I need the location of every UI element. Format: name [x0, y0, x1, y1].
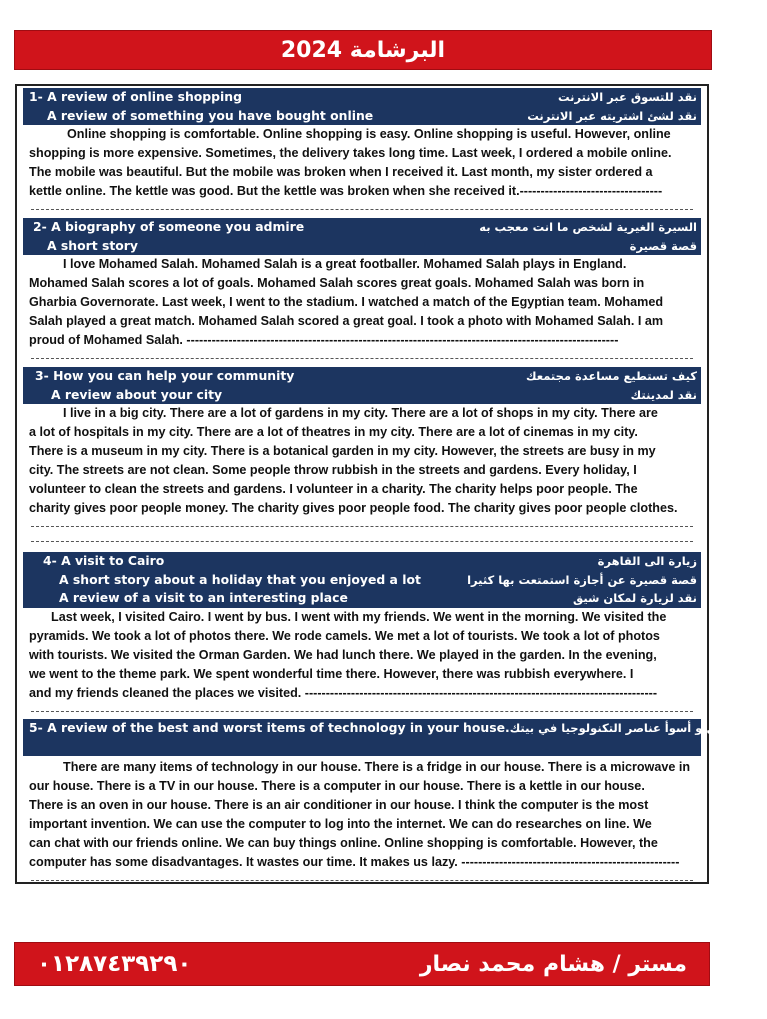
text-line: There are many items of technology in our house. There is a fridge in our house. There is a microwave in — [63, 760, 691, 774]
page-title: البرشامة 2024 — [280, 37, 446, 63]
author-name: مستر / هشام محمد نصار — [419, 951, 687, 977]
text-line: kettle online. The kettle was good. But the kettle was broken when she received it.---------------------------------- — [29, 184, 663, 198]
text-line: Online shopping is comfortable. Online shopping is easy. Online shopping is useful. However, online — [67, 127, 671, 141]
topic-ar: كيف تستطيع مساعدة مجتمعك — [526, 369, 697, 383]
text-line: can chat with our friends online. We can buy things online. Online shopping is comfortable. However, the — [29, 836, 658, 850]
topic-en: 2- A biography of someone you admire — [33, 219, 305, 234]
topic-en: 5- A review of the best and worst items of technology in your house. — [29, 720, 510, 735]
topic-ar: نقد لزيارة لمكان شيق — [573, 591, 697, 605]
text-line: I love Mohamed Salah. Mohamed Salah is a great footballer. Mohamed Salah plays in England. — [63, 257, 627, 271]
section-header — [23, 719, 767, 756]
topic-en: A short story — [47, 237, 138, 253]
text-line: There is a museum in my city. There is a botanical garden in my city. However, the streets are busy in my — [29, 444, 656, 458]
text-line: we went to the theme park. We spent wonderful time there. However, there was rubbish everywhere. I — [29, 666, 634, 681]
topic-en: 1- A review of online shopping — [29, 89, 242, 104]
section-visit-cairo — [23, 552, 701, 712]
section-online-shopping — [23, 88, 701, 210]
text-line: computer has some disadvantages. It wastes our time. It makes us lazy. ---------------------------------------------------- — [29, 855, 680, 869]
content-frame — [15, 84, 767, 884]
paragraph — [23, 756, 701, 881]
text-line: The mobile was beautiful. But the mobile was broken when I received it. Last month, my sister ordered a — [29, 165, 653, 179]
section-technology — [23, 719, 767, 881]
divider — [31, 526, 693, 527]
topic-ar: نقد لأفضل و أسوأ عناصر التكنولوجيا في بيتك — [509, 721, 767, 735]
section-biography — [23, 218, 701, 359]
topic-ar: نقد لمدينتك — [630, 387, 697, 402]
divider — [31, 880, 693, 881]
topic-ar: السيرة الغيرية لشخص ما انت معجب به — [479, 220, 697, 234]
topic-en: A review of a visit to an interesting place — [59, 590, 348, 605]
topic-ar: قصة قصيرة — [629, 238, 697, 253]
topic-en: A review about your city — [51, 386, 223, 402]
title-banner — [14, 30, 712, 70]
text-line: There is an oven in our house. There is an air conditioner in our house. I think the computer is the most — [29, 798, 649, 812]
section-header — [23, 88, 701, 125]
text-line: Last week, I visited Cairo. I went by bus. I went with my friends. We went in the morning. We visited the — [51, 609, 667, 624]
footer-banner — [14, 942, 710, 986]
divider — [31, 711, 693, 712]
section-header — [23, 367, 701, 404]
topic-en: 3- How you can help your community — [35, 368, 295, 383]
text-line: and my friends cleaned the places we visited. ------------------------------------------------------------------------------------ — [29, 685, 658, 700]
topic-ar: زيارة الى القاهرة — [597, 554, 697, 568]
text-line: a lot of hospitals in my city. There are a lot of theatres in my city. There are a lot of cinemas in my city. — [29, 425, 638, 439]
text-line: with tourists. We visited the Orman Garden. We had lunch there. We played in the garden. In the evening, — [29, 647, 657, 662]
text-line: Salah played a great match. Mohamed Salah scored a great goal. I took a photo with Mohamed Salah. I am — [29, 314, 664, 328]
text-line: shopping is more expensive. Sometimes, the delivery takes long time. Last week, I ordered a mobile online. — [29, 146, 672, 160]
divider — [31, 209, 693, 210]
text-line: important invention. We can use the computer to log into the internet. We can do researches on line. We — [29, 817, 652, 831]
topic-ar: نقد للتسوق عبر الانترنت — [557, 90, 697, 104]
text-line: Gharbia Governorate. Last week, I went to the stadium. I watched a match of the Egyptian team. Mohamed — [29, 295, 664, 309]
phone-number: ٠١٢٨٧٤٣٩٢٩٠ — [37, 951, 192, 977]
text-line: our house. There is a TV in our house. There is a computer in our house. There is a kettle in our house. — [29, 779, 645, 793]
paragraph — [23, 608, 701, 712]
topic-en: A short story about a holiday that you enjoyed a lot — [59, 571, 421, 587]
text-line: proud of Mohamed Salah. ------------------------------------------------------------------------------------------------------- — [29, 333, 619, 347]
section-community — [23, 367, 701, 542]
text-line: I live in a big city. There are a lot of gardens in my city. There are a lot of shops in my city. There are — [63, 406, 658, 420]
topic-en: A review of something you have bought online — [47, 107, 374, 123]
paragraph — [23, 255, 701, 359]
text-line: pyramids. We took a lot of photos there. We rode camels. We met a lot of tourists. We took a lot of photos — [29, 628, 660, 643]
topic-ar: قصة قصيرة عن أجازة استمتعت بها كثيرا — [467, 572, 697, 587]
section-header — [23, 218, 701, 255]
text-line: volunteer to clean the streets and gardens. I volunteer in a charity. The charity helps poor people. The — [29, 482, 638, 496]
topic-en: 4- A visit to Cairo — [43, 553, 165, 568]
paragraph — [23, 404, 701, 542]
divider — [31, 358, 693, 359]
text-line: charity gives poor people money. The charity gives poor people food. The charity gives poor people clothes. — [29, 501, 678, 515]
section-header — [23, 552, 701, 608]
divider — [31, 541, 693, 542]
paragraph — [23, 125, 701, 210]
text-line: Mohamed Salah scores a lot of goals. Mohamed Salah scores great goals. Mohamed Salah was born in — [29, 276, 645, 290]
text-line: city. The streets are not clean. Some people throw rubbish in the streets and gardens. Every holiday, I — [29, 463, 637, 477]
topic-ar: نقد لشئ اشتريته عبر الانترنت — [527, 108, 697, 123]
